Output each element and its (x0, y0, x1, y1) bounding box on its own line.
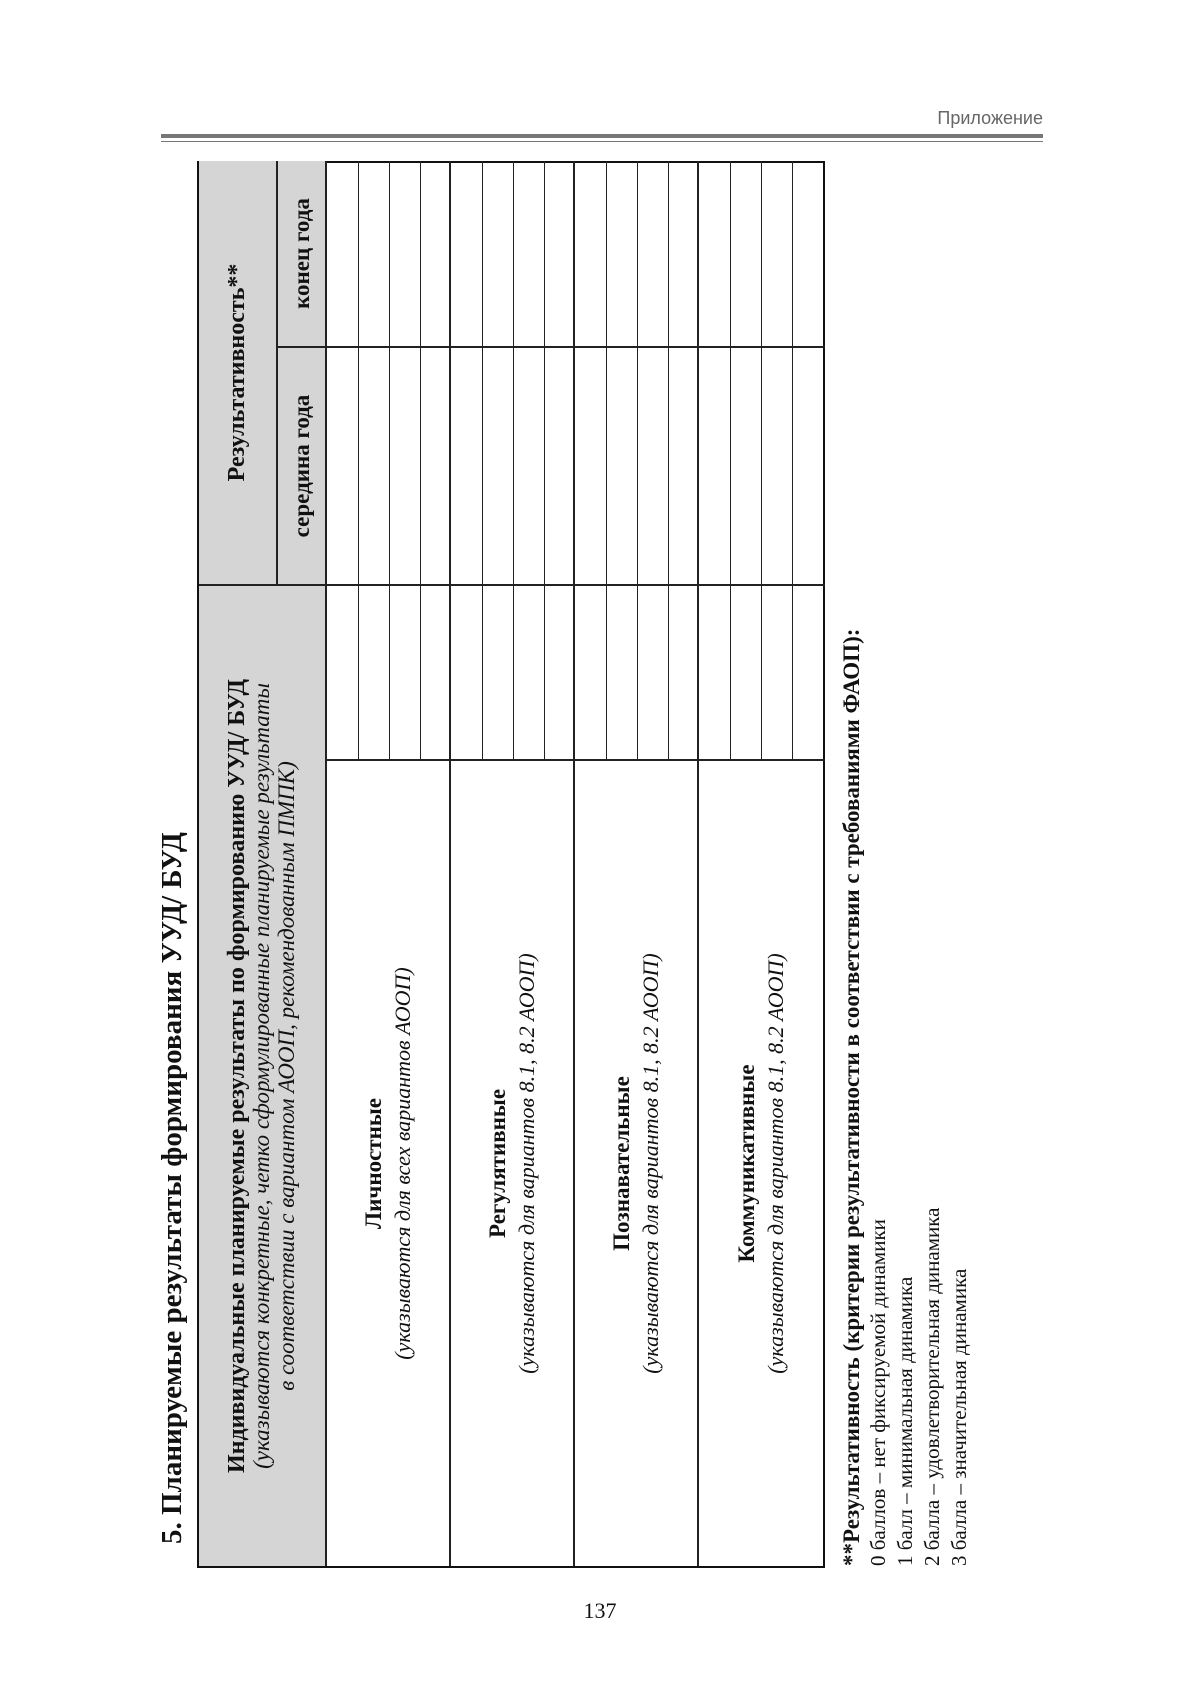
group-subtitle: (указываются для всех вариантов АООП) (389, 967, 415, 1360)
rotated-page-content (150, 158, 1000, 1568)
row-line (513, 161, 514, 761)
column-divider (199, 584, 825, 586)
footnote-line: 2 балла – удовлетворительная динамика (920, 1207, 944, 1566)
header-rule-thin (161, 141, 1043, 142)
group-communicative (699, 761, 823, 1566)
group-divider (573, 161, 575, 1566)
footnote-line: 3 балла – значительная динамика (947, 1268, 971, 1566)
group-divider (449, 161, 451, 1566)
group-divider (697, 161, 699, 1566)
footnote-title: **Результативность (критерии результативности в соответствии с требованиями ФАОП): (839, 628, 864, 1566)
section-title: 5. Планируемые результаты формирования УУД/ БУД (156, 832, 188, 1544)
group-subtitle: (указываются для вариантов 8.1, 8.2 АООП) (513, 953, 539, 1374)
subheader-mid-year: середина года (288, 394, 314, 538)
page-number: 137 (583, 1598, 617, 1623)
group-personal (327, 761, 449, 1566)
group-name: Коммуникативные (733, 1064, 759, 1263)
header-main-title: Индивидуальные планируемые результаты по формированию УУД/ БУД (224, 678, 251, 1474)
row-line (637, 161, 638, 761)
column-divider (327, 759, 825, 761)
group-name: Познавательные (608, 1076, 634, 1251)
table-header-main (199, 586, 325, 1566)
column-divider (278, 346, 825, 348)
header-bottom-border (325, 161, 327, 1566)
row-line (389, 161, 390, 761)
results-table (197, 161, 825, 1568)
footnote-line: 0 баллов – нет фиксируемой динамики (866, 1219, 890, 1566)
row-line (668, 161, 669, 761)
results-header-divider (276, 161, 278, 586)
group-subtitle: (указываются для вариантов 8.1, 8.2 АООП) (637, 953, 663, 1374)
header-results: Результативность** (224, 263, 250, 482)
row-line (482, 161, 483, 761)
subheader-end-year: конец года (288, 198, 314, 309)
row-line (420, 161, 421, 761)
header-main-note-2: в соответствии с вариантом АООП, рекомендованным ПМПК) (273, 761, 299, 1391)
header-main-note: (указываются конкретные, четко сформулированные планируемые результаты (249, 683, 275, 1469)
group-subtitle: (указываются для вариантов 8.1, 8.2 АООП) (762, 953, 788, 1374)
group-name: Регулятивные (484, 1088, 510, 1239)
row-line (606, 161, 607, 761)
group-cognitive (575, 761, 697, 1566)
row-line (544, 161, 545, 761)
row-line (792, 161, 793, 761)
running-header: Приложение (937, 108, 1043, 128)
footnote (838, 629, 973, 1566)
row-line (761, 161, 762, 761)
row-line (358, 161, 359, 761)
group-name: Личностные (360, 1097, 386, 1230)
footnote-line: 1 балл – минимальная динамика (893, 1276, 917, 1566)
group-regulatory (451, 761, 573, 1566)
header-rule (161, 134, 1043, 138)
row-line (730, 161, 731, 761)
